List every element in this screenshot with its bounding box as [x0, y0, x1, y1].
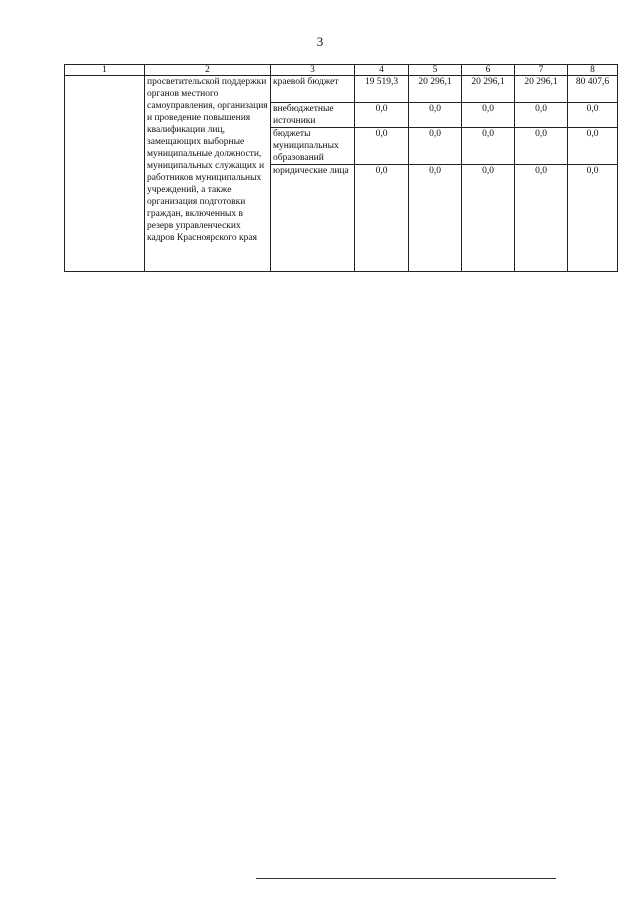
value-cell: 0,0: [409, 103, 462, 128]
footer-divider: [256, 878, 556, 879]
value-cell: 0,0: [515, 103, 568, 128]
value-cell: 0,0: [355, 103, 409, 128]
column-header: 4: [355, 65, 409, 76]
value-cell: 0,0: [462, 165, 515, 272]
value-cell: 0,0: [568, 165, 618, 272]
value-cell: 0,0: [462, 128, 515, 165]
column-header: 3: [271, 65, 355, 76]
value-cell: 0,0: [515, 128, 568, 165]
column-header: 1: [65, 65, 145, 76]
value-cell: 0,0: [568, 103, 618, 128]
column-header: 5: [409, 65, 462, 76]
value-cell: 0,0: [355, 165, 409, 272]
source-cell: краевой бюджет: [271, 76, 355, 103]
source-cell: юридические лица: [271, 165, 355, 272]
column-header: 2: [145, 65, 271, 76]
value-cell: 0,0: [409, 128, 462, 165]
table-header-row: [65, 65, 618, 76]
value-cell: 20 296,1: [462, 76, 515, 103]
source-cell: бюджеты муниципальных образований: [271, 128, 355, 165]
value-cell: 80 407,6: [568, 76, 618, 103]
page-number: 3: [316, 34, 324, 49]
value-cell: 20 296,1: [409, 76, 462, 103]
value-cell: 0,0: [355, 128, 409, 165]
budget-table: [64, 64, 618, 272]
value-cell: 0,0: [462, 103, 515, 128]
empty-cell: [65, 76, 145, 272]
table-row: [65, 76, 618, 103]
value-cell: 20 296,1: [515, 76, 568, 103]
value-cell: 0,0: [515, 165, 568, 272]
column-header: 8: [568, 65, 618, 76]
value-cell: 0,0: [409, 165, 462, 272]
column-header: 6: [462, 65, 515, 76]
value-cell: 19 519,3: [355, 76, 409, 103]
description-cell: просветительской поддержки органов местного самоуправления, организация и проведение повышения квалификации лиц, замещающих выборные муниципальные должности, муниципальных служащих и работников муниципальных учреждений, а также организация подготовки граждан, включенных в резерв управленческих кадров Красноярского края: [145, 76, 271, 272]
source-cell: внебюджетные источники: [271, 103, 355, 128]
column-header: 7: [515, 65, 568, 76]
value-cell: 0,0: [568, 128, 618, 165]
